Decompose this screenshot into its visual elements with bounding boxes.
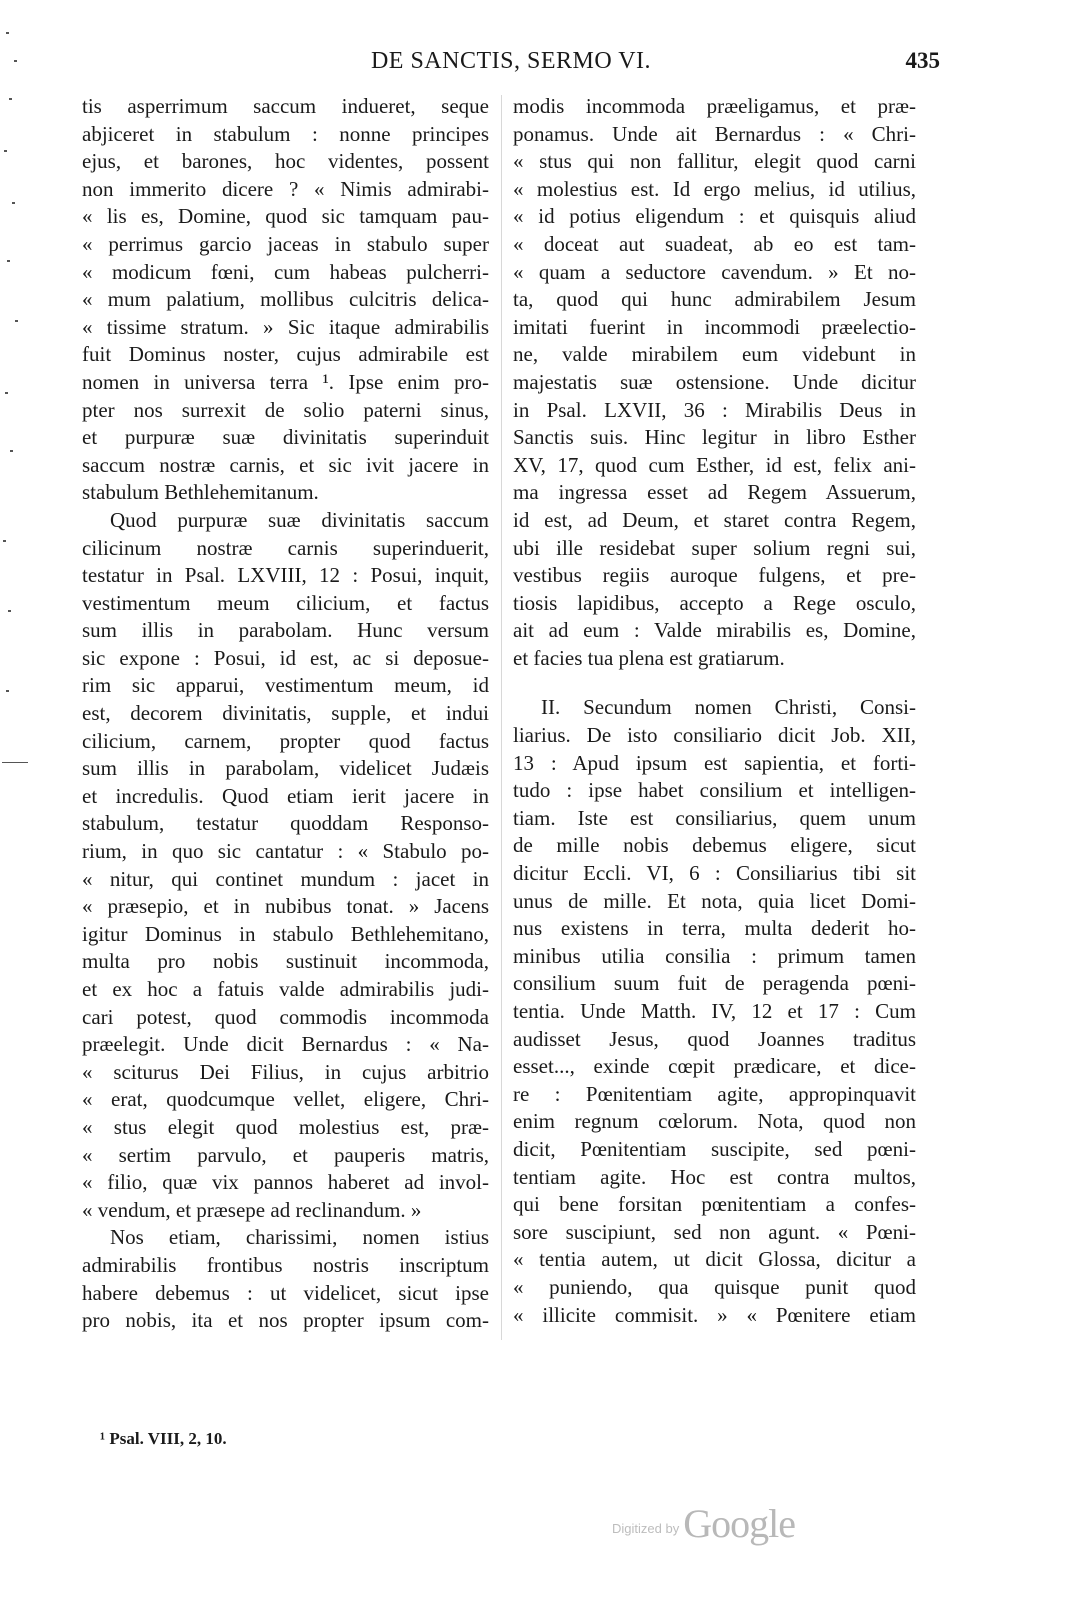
text-line: sore suscipiunt, sed non agunt. « Pœni- [513,1219,916,1244]
text-line: igitur Dominus in stabulo Bethlehemitano, [82,921,489,946]
text-line: dicit, Pœnitentiam suscipite, sed pœni- [513,1136,916,1161]
text-line: abjiceret in stabulum : nonne principes [82,121,489,146]
column-divider [501,95,502,1340]
text-line: enim regnum cœlorum. Nota, quod non [513,1109,916,1134]
text-line: præelegit. Unde dicit Bernardus : « Na- [82,1032,489,1057]
text-line: multa pro nobis sustinuit incommoda, [82,949,489,974]
text-line: 13 : Apud ipsum est sapientia, et forti- [513,750,916,775]
text-line: ejus, et barones, hoc videntes, possent [82,149,489,174]
page-number: 435 [905,48,940,73]
text-line: tudo : ipse habet consilium et intelligen- [513,778,916,803]
text-line: tentia. Unde Matth. IV, 12 et 17 : Cum [513,999,916,1023]
margin-scan-noise [0,20,30,800]
text-line: unus de mille. Et nota, quia licet Domi- [513,888,916,913]
text-line: « erat, quodcumque vellet, eligere, Chri- [82,1087,489,1112]
text-line: « quam a seductore cavendum. » Et no- [513,259,916,284]
text-line: « id potius eligendum : et quisquis aliud [513,204,916,229]
footnote: ¹ Psal. VIII, 2, 10. [100,1429,227,1448]
text-line: « doceat aut suadeat, ab eo est tam- [513,231,916,256]
text-line: habere debemus : ut videlicet, sicut ipse [82,1280,489,1305]
text-line: « mum palatium, mollibus culcitris delica- [82,287,489,312]
text-line: « sciturus Dei Filius, in cujus arbitrio [82,1059,489,1084]
text-line: vestibus regiis auroque fulgens, et pre- [513,563,916,588]
text-line: « molestius est. Id ergo melius, id utilius, [513,176,916,201]
text-line: Sanctis suis. Hinc legitur in libro Esther [513,425,916,450]
text-line: nus existens in terra, multa dederit ho- [513,916,916,941]
text-line: esset..., exinde cœpit prædicare, et dice- [513,1054,916,1079]
text-line: nomen in universa terra ¹. Ipse enim pro- [82,369,489,394]
text-line: tentiam agite. Hoc est contra multos, [513,1164,916,1189]
text-line: in Psal. LXVII, 36 : Mirabilis Deus in [513,397,916,422]
google-logo: Google [683,1501,795,1546]
text-line: de mille nobis debemus eligere, sicut [513,833,916,858]
text-line: est, decorem divinitatis, supple, et indui [82,701,489,726]
text-line: et purpuræ suæ divinitatis superinduit [82,425,489,450]
text-line: « perrimus garcio jaceas in stabulo super [82,231,489,256]
text-line: « illicite commisit. » « Pœnitere etiam [513,1302,916,1327]
paragraph-gap [513,672,916,694]
text-line: « lis es, Domine, quod sic tamquam pau- [82,204,489,229]
text-line: « præsepio, et in nubibus tonat. » Jacens [82,894,489,919]
text-line: majestatis suæ ostensione. Unde dicitur [513,369,916,394]
text-line: tis asperrimum saccum indueret, seque [82,94,489,118]
text-line: pro nobis, ita et nos propter ipsum com- [82,1308,489,1333]
text-line: rium, in quo sic cantatur : « Stabulo po- [82,839,489,864]
text-line: « sertim parvulo, et pauperis matris, [82,1142,489,1167]
text-line: sum illis in parabolam. Hunc versum [82,618,489,643]
text-line: imitati fuerint in incommodi præelectio- [513,314,916,339]
text-line: audisset Jesus, quod Joannes traditus [513,1026,916,1051]
text-line: « nitur, qui continet mundum : jacet in [82,866,489,891]
text-line: « stus qui non fallitur, elegit quod carni [513,149,916,174]
text-line: tiosis lapidibus, accepto a Rege osculo, [513,590,916,615]
text-line: Nos etiam, charissimi, nomen istius [110,1225,489,1250]
text-line: admirabilis frontibus nostris inscriptum [82,1252,489,1277]
watermark-prefix: Digitized by [612,1521,680,1536]
text-line: II. Secundum nomen Christi, Consi- [541,695,916,720]
text-line: non immerito dicere ? « Nimis admirabi- [82,176,489,201]
text-line: « tentia autem, ut dicit Glossa, dicitur a [513,1247,916,1272]
text-line: qui bene forsitan pœnitentiam a confes- [513,1192,916,1217]
text-line: fuit Dominus noster, cujus admirabile est [82,342,489,367]
text-line: « tissime stratum. » Sic itaque admirabilis [82,314,489,339]
text-line: cilicium, carnem, propter quod factus [82,728,489,753]
text-line: stabulum, testatur quoddam Responso- [82,811,489,836]
text-line: cilicinum nostræ carnis superinduerit, [82,535,489,560]
text-line: « puniendo, qua quisque punit quod [513,1274,916,1299]
text-line: « vendum, et præsepe ad reclinandum. » [82,1197,422,1222]
text-line: re : Pœnitentiam agite, appropinquavit [513,1081,916,1106]
text-line: tiam. Iste est consiliarius, quem unum [513,805,916,830]
text-line: vestimentum meum cilicium, et factus [82,590,489,615]
running-title: DE SANCTIS, SERMO VI. [370,48,652,74]
right-column [513,93,916,1329]
text-line: « stus elegit quod molestius est, præ- [82,1114,489,1139]
running-head [82,46,940,86]
text-line: ubi ille residebat super solium regni sui, [513,535,916,560]
text-line: rim sic apparui, vestimentum meum, id [82,673,489,698]
text-line: « modicum fœni, cum habeas pulcherri- [82,259,489,284]
text-line: consilium suum fuit de peragenda pœni- [513,971,916,996]
text-line: dicitur Eccli. VI, 6 : Consiliarius tibi sit [513,861,916,886]
text-line: Quod purpuræ suæ divinitatis saccum [110,507,489,532]
text-line: sic expone : Posui, id est, ac si deposue- [82,645,489,670]
text-line: ponamus. Unde ait Bernardus : « Chri- [513,121,916,146]
text-line: cari potest, quod commodis incommoda [82,1004,489,1029]
text-line: XV, 17, quod cum Esther, id est, felix ani- [513,452,916,477]
text-line: ma ingressa esset ad Regem Assuerum, [513,480,916,505]
text-line: minibus utilia consilia : primum tamen [513,943,916,968]
text-line: ne, valde mirabilem eum videbunt in [513,342,916,367]
text-line: modis incommoda præeligamus, et præ- [513,94,916,118]
text-line: saccum nostræ carnis, et sic ivit jacere in [82,452,489,477]
left-column [82,93,489,1335]
text-line: et ex hoc a fatuis valde admirabilis judi- [82,977,489,1001]
text-line: « filio, quæ vix pannos haberet ad invol- [82,1170,489,1195]
digitized-by-google-watermark [612,1500,795,1546]
text-line: testatur in Psal. LXVIII, 12 : Posui, inquit, [82,563,489,588]
text-line: sum illis in parabolam, videlicet Judæis [82,756,489,781]
text-line: pter nos surrexit de solio paterni sinus, [82,397,489,422]
text-line: et facies tua plena est gratiarum. [513,645,785,670]
text-line: stabulum Bethlehemitanum. [82,480,319,505]
text-line: et incredulis. Quod etiam ierit jacere in [82,783,489,808]
text-line: id est, ad Deum, et staret contra Regem, [513,507,916,532]
text-line: ait ad eum : Valde mirabilis es, Domine, [513,618,916,643]
text-line: liarius. De isto consiliario dicit Job. XII, [513,723,916,748]
text-line: ta, quod qui hunc admirabilem Jesum [513,287,916,312]
